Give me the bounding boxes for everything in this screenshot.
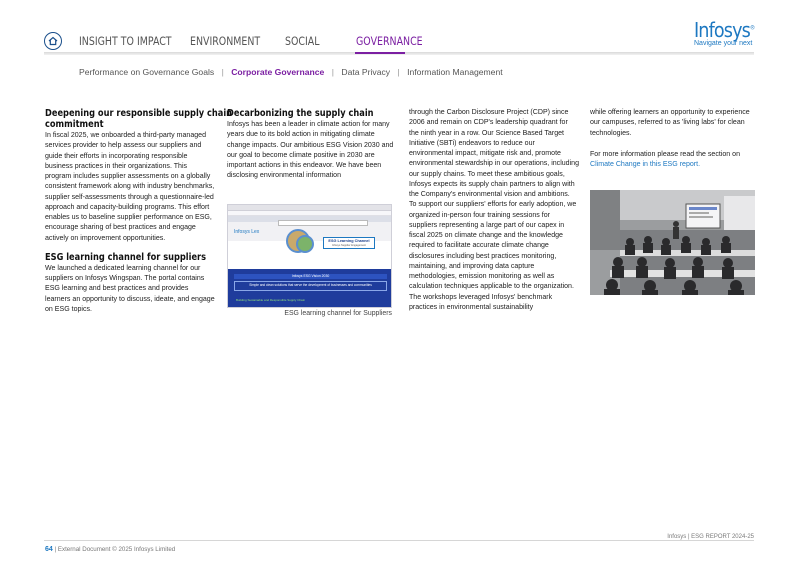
screenshot-illustration-circle-2 <box>296 235 314 253</box>
training-session-photo <box>590 190 755 295</box>
paragraph-decarbonizing: Infosys has been a leader in climate action for many years due to its bold action in mitigating climate change impacts. Our ambitious ESG Vision 2030 and our goal to become climate positive in 2030 are important actions in this endeavor. We have been disclosing environmental information <box>227 121 394 180</box>
subnav-corporate-governance[interactable]: Corporate Governance <box>231 67 325 77</box>
tab-environment[interactable]: ENVIRONMENT <box>190 34 261 48</box>
heading-responsible-supply-chain-line2: commitment <box>45 119 104 130</box>
screenshot-vision-bar: Infosys ESG Vision 2030 <box>234 274 387 279</box>
screenshot-tagline: Simple and clean solutions that serve the development of businesses and communities <box>234 281 387 291</box>
paragraph-supply-chain-commitment: In fiscal 2025, we onboarded a third-party managed services provider to help assess our suppliers and guide their efforts in incorporating responsible business practices in their organizations. This program includes supplier assessments on a globally consistent framework along with industry benchmarks, supplier self-assessments through a questionnaire-led approach and capacity-building programs. This effort enables us to baseline supplier performance on ESG, encourage sharing of best practices and engage actively on improvement opportunities. <box>45 132 215 242</box>
paragraph-more-information <box>590 150 760 171</box>
active-tab-indicator <box>355 52 405 54</box>
screenshot-brand: Infosys Lex <box>234 229 260 235</box>
tab-governance[interactable]: GOVERNANCE <box>356 34 423 48</box>
column-3 <box>409 108 579 313</box>
subnav-information-management[interactable]: Information Management <box>407 67 503 77</box>
home-button[interactable] <box>44 32 62 50</box>
heading-responsible-supply-chain-line1: Deepening our responsible supply chain <box>45 108 233 119</box>
footer-divider <box>44 540 754 541</box>
paragraph-esg-learning-channel: We launched a dedicated learning channel for our suppliers on Infosys Wingspan. The portal contains ESG learning and best practices and provides learners an opportunity to discuss, ideate, and engage on ESG topics. <box>45 264 215 313</box>
heading-esg-learning-channel: ESG learning channel for suppliers <box>45 251 207 263</box>
logo-wordmark: Infosys <box>694 18 750 42</box>
esg-learning-channel-screenshot <box>227 204 392 308</box>
top-navigation <box>0 0 800 62</box>
screenshot-subtitle: Infosys Supplier Engagement <box>332 244 366 247</box>
subnav-performance-on-governance-goals[interactable]: Performance on Governance Goals <box>79 67 215 77</box>
logo-registered-mark: ® <box>749 24 755 32</box>
sub-navigation <box>79 67 503 77</box>
column-4 <box>590 108 760 170</box>
page-number: 64 <box>45 546 53 553</box>
column-1 <box>45 108 233 315</box>
column-2 <box>227 108 397 182</box>
home-icon <box>48 36 58 46</box>
figure-caption: ESG learning channel for Suppliers <box>284 310 392 317</box>
tab-social[interactable]: SOCIAL <box>285 34 320 48</box>
subnav-separator: | <box>221 67 224 77</box>
footer-report-title: Infosys | ESG REPORT 2024-25 <box>663 534 754 540</box>
paragraph-cdp-sbti: through the Carbon Disclosure Project (CDP) since 2006 and remain on CDP's leadership quadrant for the ninth year in a row. Our Science Based Target Initiative (SBTi) endeavors to reduce our environmental impact, mitigate risk and, promote environmental stewardship in our operations, including our supply chains. To meet these ambitious goals, Infosys expects its supply chain partners to align with the Company's environmental vision and ambitions. To support our suppliers' efforts for early adoption, we organized in-person four training sessions for suppliers representing a large part of our capex in fiscal 2025 on climate change and the knowledge required to facilitate accurate climate change disclosures including best practices monitoring, maintaining, and improving data capture methodologies, emission monitoring as well as calculation techniques applicable to the organization. The workshops leveraged Infosys' benchmark practices in environmental sustainability <box>409 109 580 311</box>
subnav-separator: | <box>397 67 400 77</box>
climate-change-link[interactable]: Climate Change in this ESG report. <box>590 161 701 168</box>
tab-insight-to-impact[interactable]: INSIGHT TO IMPACT <box>79 34 172 48</box>
footer-left <box>45 546 175 553</box>
more-information-text: For more information please read the section on <box>590 150 741 158</box>
screenshot-search-box <box>278 220 368 226</box>
screenshot-title-box <box>323 237 375 249</box>
screenshot-title: ESG Learning Channel <box>328 239 370 243</box>
logo-tagline: Navigate your next <box>694 40 753 47</box>
footer-copyright: | External Document © 2025 Infosys Limited <box>52 546 176 553</box>
subnav-separator: | <box>331 67 334 77</box>
infosys-logo[interactable] <box>694 18 754 47</box>
subnav-data-privacy[interactable]: Data Privacy <box>341 67 391 77</box>
screenshot-green-text: Building Sustainable and Responsible Supply Chain <box>236 298 306 302</box>
paragraph-living-labs: while offering learners an opportunity to experience our campuses, referred to as 'living labs' for clean technologies. <box>590 109 750 137</box>
heading-decarbonizing-supply-chain: Decarbonizing the supply chain <box>227 108 374 119</box>
